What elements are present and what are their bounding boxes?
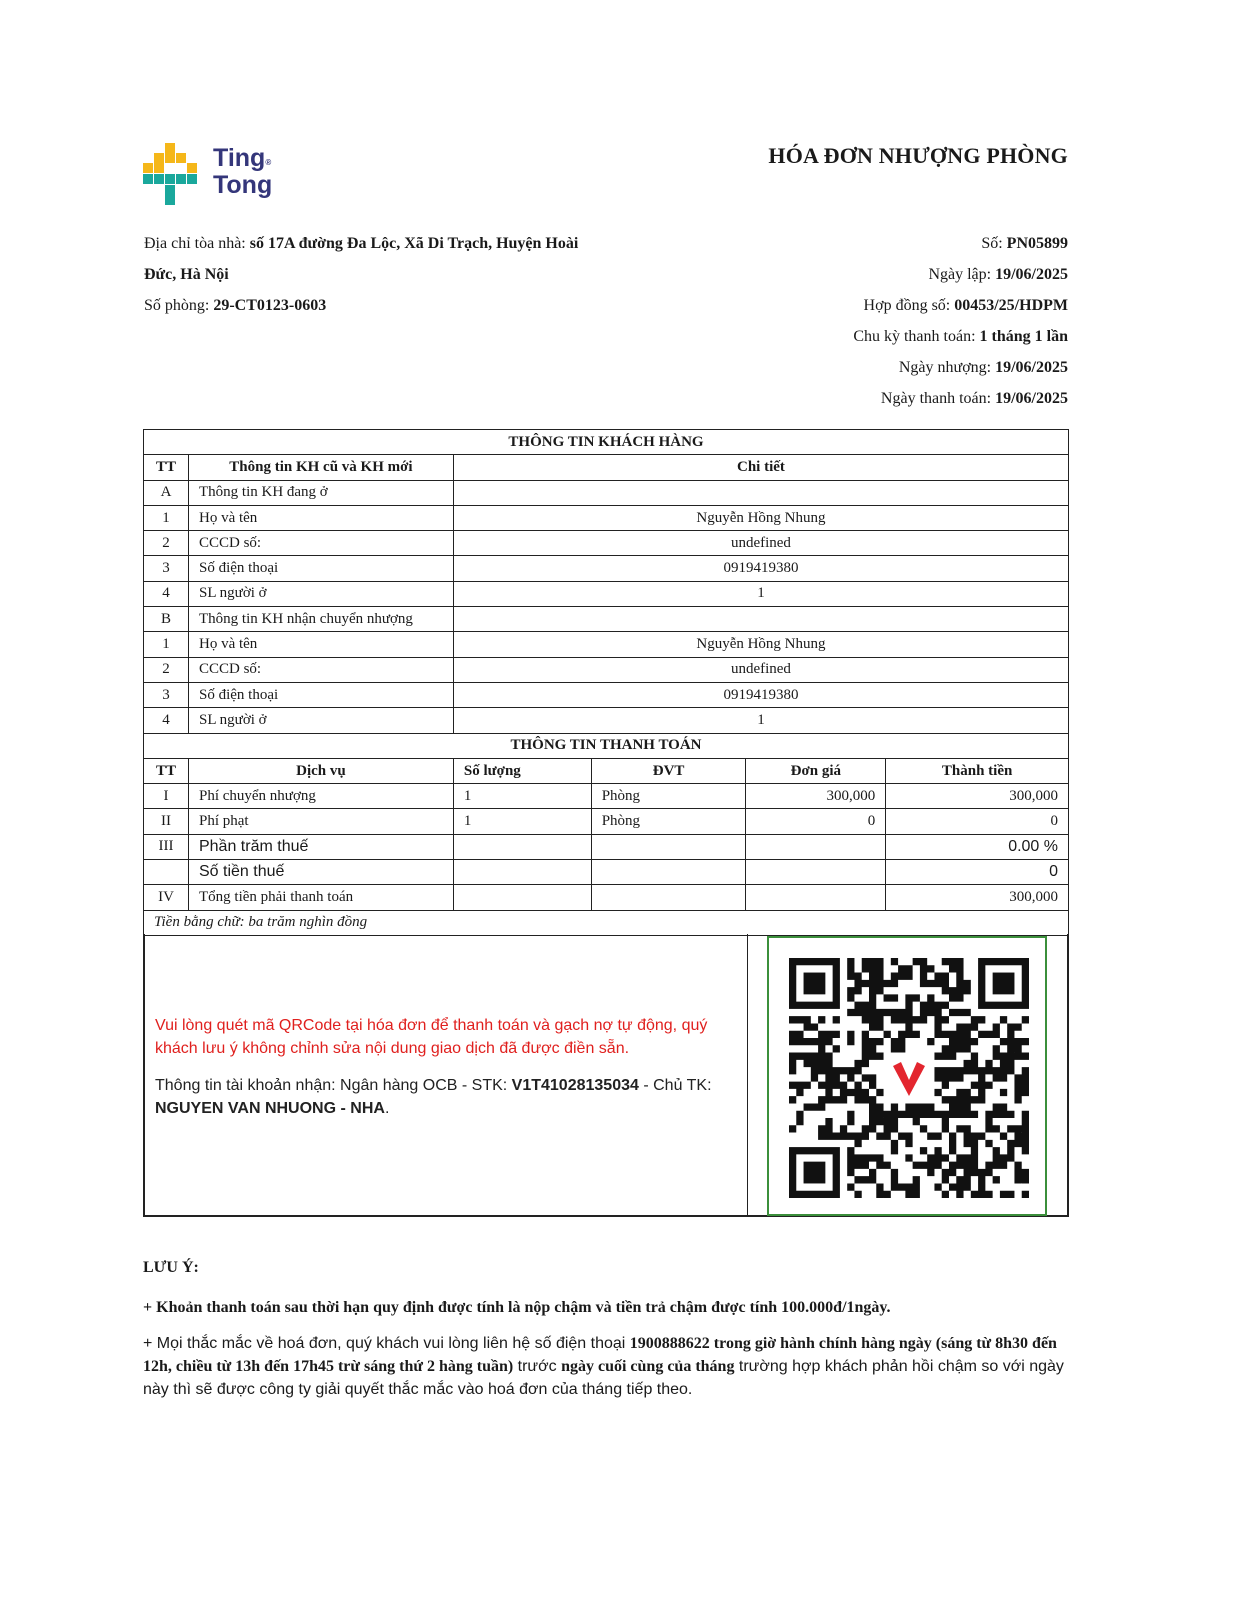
tax-amount-row: Số tiền thuế 0 [144, 860, 1069, 885]
customer-detail-row: 4 SL người ở 1 [144, 708, 1069, 733]
room-number: Số phòng: 29-CT0123-0603 [144, 297, 327, 314]
logo-wordmark: Ting® Tong [213, 144, 273, 199]
invoice-info [608, 228, 1068, 414]
customer-detail-row: 1 Họ và tên Nguyễn Hồng Nhung [144, 505, 1069, 530]
total-row: IV Tổng tiền phải thanh toán 300,000 [144, 885, 1069, 910]
late-payment-note: + Khoản thanh toán sau thời hạn quy định được tính là nộp chậm và tiền trả chậm được tính 100.000đ/1ngày. [143, 1299, 891, 1316]
payment-date: Ngày thanh toán: 19/06/2025 [880, 390, 1068, 407]
customer-group-current: A Thông tin KH đang ở [144, 480, 1069, 505]
customer-detail-row: 2 CCCD số: undefined [144, 531, 1069, 556]
payment-qr-section [143, 934, 1069, 1217]
payment-section-header: THÔNG TIN THANH TOÁN [144, 733, 1069, 758]
contract-number: Hợp đồng số: 00453/25/HDPM [863, 297, 1068, 314]
customer-detail-row: 1 Họ và tên Nguyễn Hồng Nhung [144, 632, 1069, 657]
building-address-cont: Đức, Hà Nội [144, 266, 229, 283]
building-address: Địa chỉ tòa nhà: số 17A đường Đa Lộc, Xã Di Trạch, Huyện Hoài [144, 235, 579, 252]
notes-section [143, 1256, 1073, 1401]
invoice-number: Số: PN05899 [981, 235, 1068, 252]
building-info [144, 228, 644, 321]
logo-mark-icon [143, 143, 207, 205]
bank-account-info: Thông tin tài khoản nhận: Ngân hàng OCB - STK: V1T41028135034 - Chủ TK: NGUYEN VAN NHUONG - NHA. [155, 1077, 712, 1117]
qr-payment-note: Vui lòng quét mã QRCode tại hóa đơn để thanh toán và gạch nợ tự động, quý khách lưu ý không chỉnh sửa nội dung giao dịch đã được điền sẵn. [155, 1017, 708, 1057]
payment-row: II Phí phạt 1 Phòng 0 0 [144, 809, 1069, 834]
company-logo [143, 143, 293, 205]
payment-qr-code [767, 936, 1047, 1216]
payment-cycle: Chu kỳ thanh toán: 1 tháng 1 lần [853, 328, 1068, 345]
invoice-title: HÓA ĐƠN NHƯỢNG PHÒNG [768, 143, 1068, 168]
customer-column-headers: TT Thông tin KH cũ và KH mới Chi tiết [144, 455, 1069, 480]
amount-in-words-row: Tiền bằng chữ: ba trăm nghìn đồng [144, 910, 1069, 935]
transfer-date: Ngày nhượng: 19/06/2025 [898, 359, 1068, 376]
invoice-table [143, 429, 1069, 936]
customer-detail-row: 2 CCCD số: undefined [144, 657, 1069, 682]
tax-percent-row: III Phần trăm thuế 0.00 % [144, 834, 1069, 859]
invoice-created-date: Ngày lập: 19/06/2025 [928, 266, 1068, 283]
payment-column-headers: TT Dịch vụ Số lượng ĐVT Đơn giá Thành tiền [144, 758, 1069, 783]
qr-code-icon [789, 958, 1029, 1198]
contact-note: + Mọi thắc mắc về hoá đơn, quý khách vui lòng liên hệ số điện thoại 1900888622 trong giờ hành chính hàng ngày (sáng từ 8h30 đến 12h, chiều từ 13h đến 17h45 trừ sáng thứ 2 hàng tuần) trước ngày cuối cùng của tháng trường hợp khách phản hồi chậm so với ngày này thì sẽ được công ty giải quyết thắc mắc vào hoá đơn của tháng tiếp theo. [143, 1335, 1064, 1398]
customer-section-header: THÔNG TIN KHÁCH HÀNG [144, 430, 1069, 455]
customer-detail-row: 3 Số điện thoại 0919419380 [144, 682, 1069, 707]
customer-group-new: B Thông tin KH nhận chuyển nhượng [144, 607, 1069, 632]
payment-row: I Phí chuyển nhượng 1 Phòng 300,000 300,000 [144, 784, 1069, 809]
notes-title: LƯU Ý: [143, 1259, 199, 1276]
customer-detail-row: 3 Số điện thoại 0919419380 [144, 556, 1069, 581]
customer-detail-row: 4 SL người ở 1 [144, 581, 1069, 606]
